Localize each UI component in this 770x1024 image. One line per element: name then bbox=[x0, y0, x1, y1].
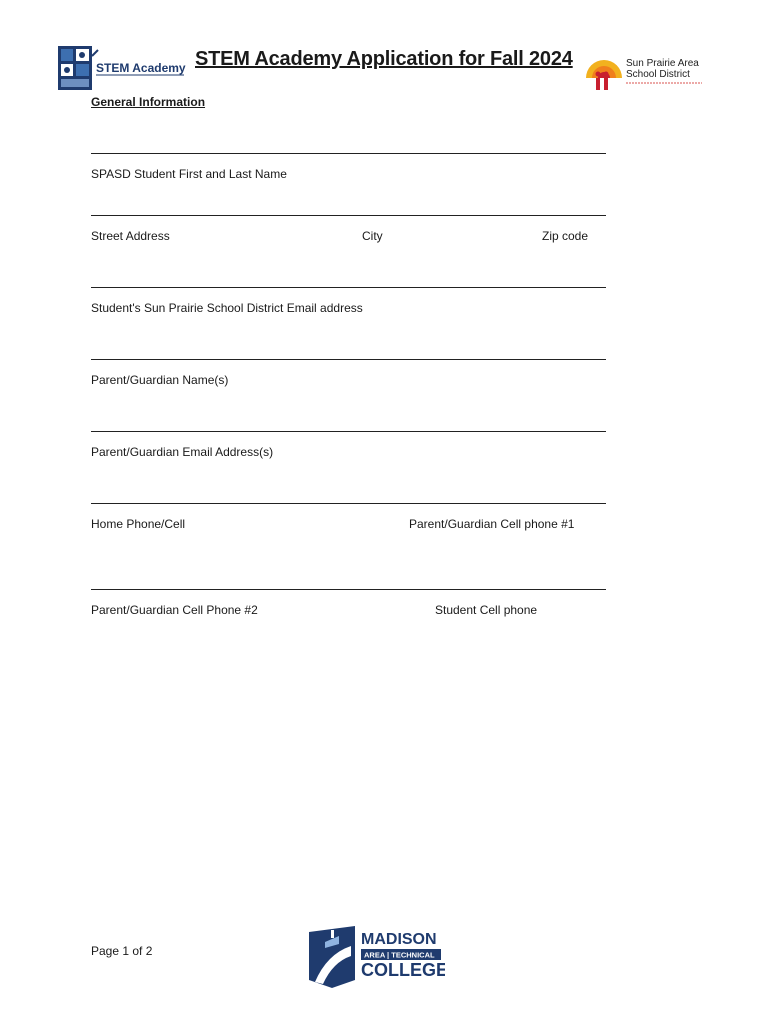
parent-email-label: Parent/Guardian Email Address(s) bbox=[91, 445, 274, 459]
stem-academy-logo bbox=[58, 44, 188, 94]
page-number: Page 1 of 2 bbox=[91, 944, 153, 958]
city-label: City bbox=[362, 229, 383, 243]
stem-logo-text: STEM Academy bbox=[96, 61, 186, 75]
fill-line bbox=[91, 153, 606, 154]
sun-prairie-logo bbox=[582, 48, 704, 94]
parent-cell-1-label: Parent/Guardian Cell phone #1 bbox=[409, 517, 575, 531]
fill-line bbox=[91, 215, 606, 216]
district-logo-line-2: School District bbox=[626, 69, 690, 80]
college-logo-line-1: MADISON bbox=[361, 931, 437, 948]
parent-cell-2-label: Parent/Guardian Cell Phone #2 bbox=[91, 603, 258, 617]
fill-line bbox=[91, 359, 606, 360]
fill-line bbox=[91, 503, 606, 504]
street-label: Street Address bbox=[91, 229, 170, 243]
district-logo-line-1: Sun Prairie Area bbox=[626, 58, 699, 69]
fill-line bbox=[91, 431, 606, 432]
home-phone-label: Home Phone/Cell bbox=[91, 517, 186, 531]
section-heading: General Information bbox=[91, 95, 206, 109]
page-title: STEM Academy Application for Fall 2024 bbox=[195, 48, 573, 70]
student-name-label: SPASD Student First and Last Name bbox=[91, 167, 287, 181]
college-logo-line-3: COLLEGE bbox=[361, 960, 445, 980]
fill-line bbox=[91, 287, 606, 288]
zip-label: Zip code bbox=[542, 229, 589, 243]
student-email-label: Student's Sun Prairie School District Email address bbox=[91, 301, 363, 315]
student-cell-label: Student Cell phone bbox=[435, 603, 538, 617]
fill-line bbox=[91, 589, 606, 590]
madison-college-logo bbox=[307, 924, 445, 990]
parent-name-label: Parent/Guardian Name(s) bbox=[91, 373, 229, 387]
college-logo-line-2: AREA | TECHNICAL bbox=[364, 950, 435, 960]
